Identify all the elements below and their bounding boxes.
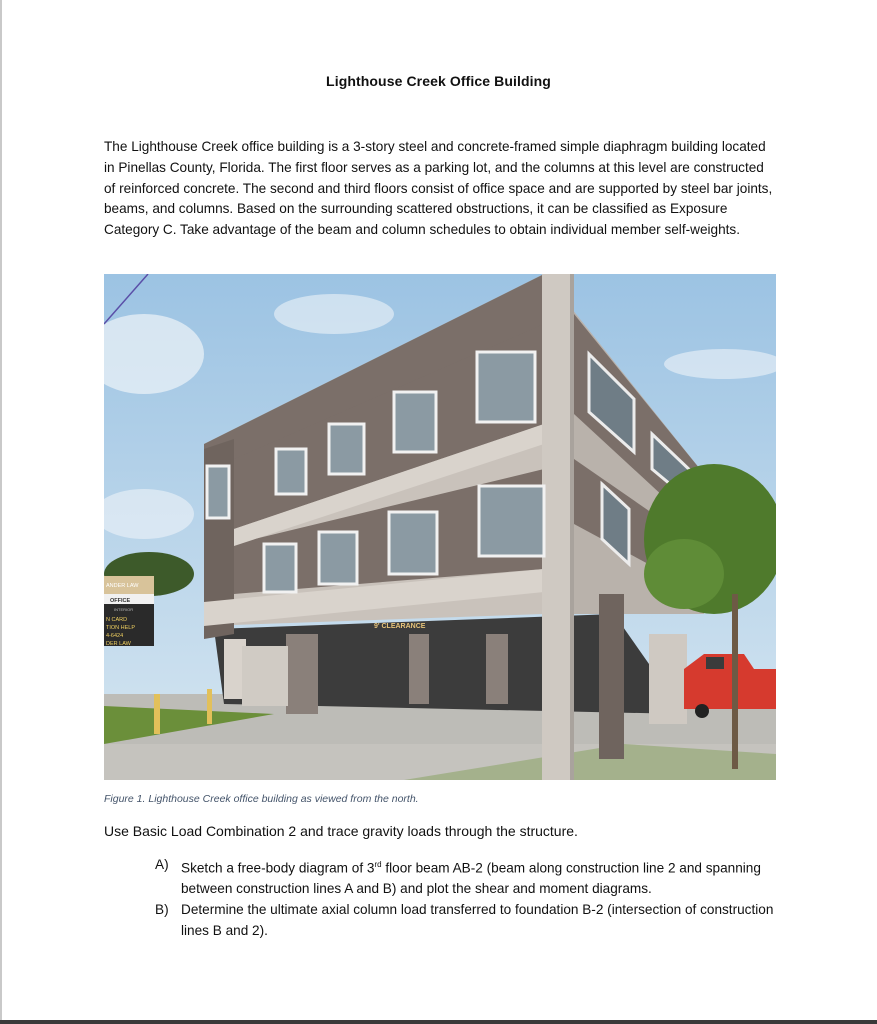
figure-caption: Figure 1. Lighthouse Creek office building as viewed from the north. <box>104 793 419 805</box>
building-photo <box>104 274 776 780</box>
sign-line: 4-6424 <box>106 633 124 639</box>
sign-line: ANDER LAW <box>106 583 139 589</box>
sign-line: DER LAW <box>106 641 131 647</box>
sign-line: TION HELP <box>106 625 136 631</box>
task-text: Sketch a free-body diagram of 3rd floor beam AB-2 (beam along construction line 2 and spanning between construction lines A and B) and plot the shear and moment diagrams. <box>181 860 761 897</box>
task-marker: A) <box>155 857 169 872</box>
instruction-text: Use Basic Load Combination 2 and trace gravity loads through the structure. <box>104 823 578 839</box>
intro-paragraph: The Lighthouse Creek office building is a 3-story steel and concrete-framed simple diaphragm building located in Pinellas County, Florida. The first floor serves as a parking lot, and the columns at this level are constructed of reinforced concrete. The second and third floors consist of office space and are supported by steel bar joints, beams, and columns. Based on the surrounding scattered obstructions, it can be classified as Exposure Category C. Take advantage of the beam and column schedules to obtain individual member self-weights. <box>104 139 773 238</box>
clearance-label: 9' CLEARANCE <box>374 623 426 630</box>
task-item-b <box>155 900 775 942</box>
page-left-edge <box>0 0 2 1024</box>
page-bottom-bar <box>0 1020 877 1024</box>
task-list <box>155 855 775 942</box>
task-marker: B) <box>155 902 169 918</box>
document-title: Lighthouse Creek Office Building <box>326 73 551 89</box>
sign-line: INTERIOR <box>114 607 134 612</box>
sign-line: N CARD <box>106 617 128 623</box>
task-text: Determine the ultimate axial column load transferred to foundation B-2 (intersection of construction lines B and 2). <box>181 902 774 938</box>
task-item-a <box>155 855 775 900</box>
sign-line: OFFICE <box>110 598 131 604</box>
